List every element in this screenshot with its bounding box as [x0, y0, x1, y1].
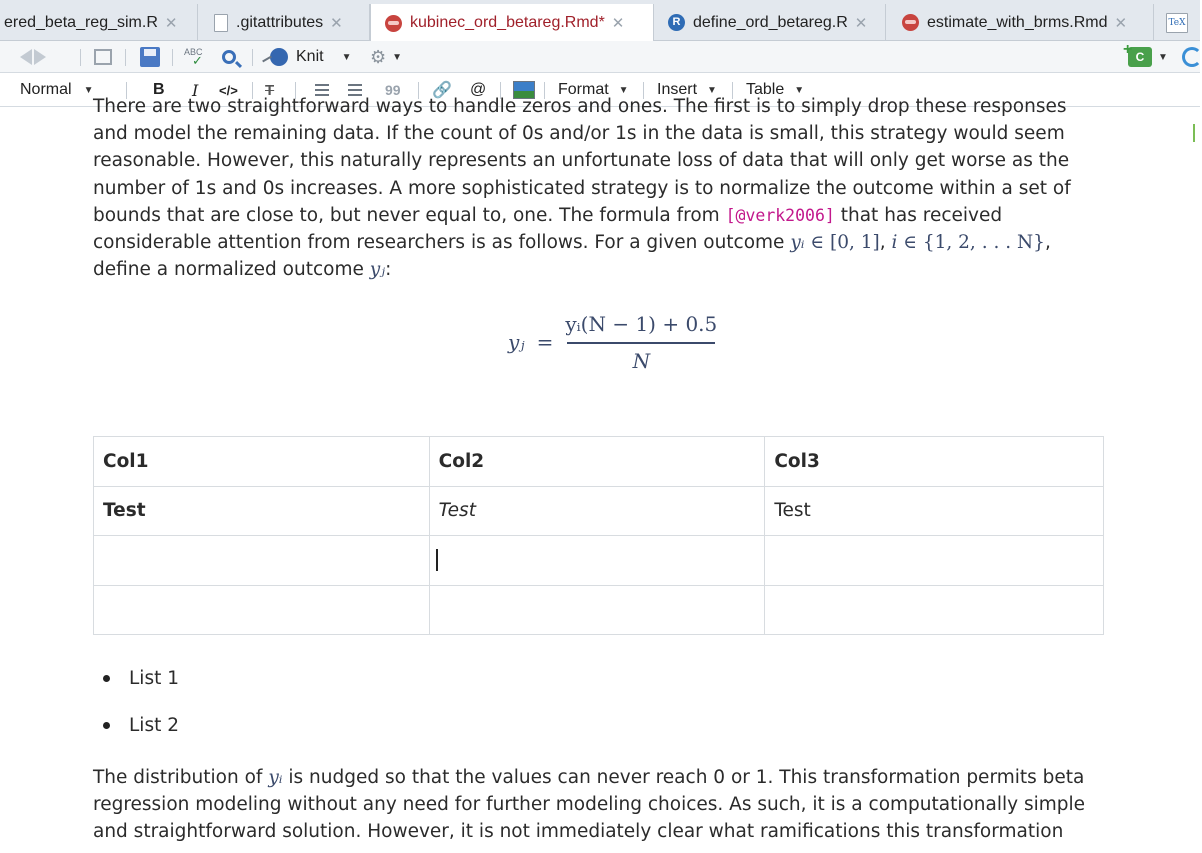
text-segment: The distribution of: [93, 767, 269, 788]
chevron-down-icon: ▼: [392, 51, 403, 63]
table-cell[interactable]: Col2: [429, 437, 765, 487]
paragraph-style-dropdown[interactable]: [20, 73, 93, 107]
close-tab-icon[interactable]: ✕: [164, 14, 178, 32]
toolbar-separator: [80, 49, 81, 66]
toolbar-separator: [252, 49, 253, 66]
rmd-file-icon: [385, 15, 402, 32]
save-button[interactable]: [140, 41, 160, 73]
editor-toolbar: [0, 41, 1200, 73]
equation-numerator: yᵢ(N − 1) + 0.5: [565, 312, 718, 336]
equation-denominator: N: [632, 348, 651, 373]
italic-label: I: [192, 80, 199, 100]
table-row: [94, 486, 1104, 536]
tab-ered-beta-reg-sim[interactable]: [0, 4, 198, 41]
chevron-down-icon: ▼: [1158, 51, 1168, 63]
text-segment: ,: [1044, 232, 1051, 254]
find-button[interactable]: [222, 41, 236, 73]
blockquote-label: 99: [385, 82, 401, 98]
equation-lhs: yⱼ: [508, 330, 525, 355]
toolbar-separator: [172, 49, 173, 66]
citation-verk2006[interactable]: [@verk2006]: [725, 205, 835, 225]
link-icon: 🔗: [432, 82, 452, 99]
text-line: [93, 256, 1103, 283]
text-cursor: [436, 549, 438, 571]
equation-equals: =: [536, 330, 554, 355]
clear-formatting-icon: T: [265, 81, 275, 99]
rmd-file-icon: [902, 14, 919, 31]
table-cell[interactable]: [94, 585, 430, 635]
paragraph-zeros-ones[interactable]: [93, 93, 1103, 283]
sync-icon: [1182, 47, 1202, 67]
insert-chunk-icon: + C: [1128, 47, 1152, 67]
list-item[interactable]: [103, 715, 179, 736]
text-segment: bounds that are close to, but never equal to, one. The formula from: [93, 204, 726, 226]
inline-math-yi[interactable]: yᵢ: [790, 232, 805, 254]
table-cell[interactable]: [429, 585, 765, 635]
text-line: [93, 764, 1103, 791]
text-line: [93, 229, 1103, 256]
insert-menu-label: Insert: [657, 81, 698, 98]
table-row: [94, 585, 1104, 635]
tab-kubinec-ord-betareg[interactable]: [370, 4, 654, 42]
text-line: regression modeling without any need for further modeling choices. As such, it is a computationally simple: [93, 794, 1086, 816]
inline-math-yi[interactable]: yᵢ: [268, 767, 283, 788]
table-cell[interactable]: [765, 585, 1104, 635]
text-line: and straightforward solution. However, it is not immediately clear what ramifications this transformation: [93, 821, 1064, 843]
close-tab-icon[interactable]: ✕: [854, 14, 868, 32]
text-line: reasonable. However, this naturally represents an unfortunate loss of data that will only get worse as the: [93, 150, 1070, 172]
format-menu-label: Format: [558, 81, 609, 98]
table-cell-active[interactable]: [429, 536, 765, 586]
inline-math-i[interactable]: i: [891, 232, 898, 254]
table-row: [94, 437, 1104, 487]
table-cell[interactable]: Test: [429, 486, 765, 536]
back-arrow-icon[interactable]: [20, 49, 32, 65]
bullet-icon: [103, 722, 110, 729]
search-icon: [222, 50, 236, 64]
tab-label: define_ord_betareg.R: [693, 13, 848, 31]
settings-button[interactable]: [370, 41, 402, 73]
check-icon: ✓: [192, 53, 203, 68]
text-file-icon: [214, 14, 228, 32]
list-item[interactable]: [103, 668, 179, 689]
table-cell[interactable]: Test: [765, 486, 1104, 536]
close-tab-icon[interactable]: ✕: [611, 15, 625, 32]
paragraph-style-label: Normal: [20, 81, 72, 98]
tex-file-icon: TeX: [1166, 13, 1188, 33]
text-segment: ,: [879, 232, 892, 254]
window-icon: [94, 49, 112, 65]
code-label: </>: [219, 82, 238, 98]
chevron-down-icon: ▼: [83, 84, 94, 96]
text-segment: define a normalized outcome: [93, 259, 370, 281]
document-table[interactable]: [93, 436, 1104, 635]
text-line: number of 1s and 0s increases. A more sophisticated strategy is to normalize the outcome within a set of: [93, 177, 1071, 199]
close-tab-icon[interactable]: ✕: [1114, 14, 1128, 32]
table-cell[interactable]: [94, 536, 430, 586]
text-segment: is nudged so that the values can never reach 0 or 1. This transformation permits beta: [282, 767, 1085, 788]
table-cell[interactable]: [765, 536, 1104, 586]
chevron-down-icon: ▼: [794, 84, 805, 96]
text-line: and model the remaining data. If the count of 0s and/or 1s in the data is small, this strategy would seem: [93, 123, 1065, 145]
list-item-label: List 1: [129, 668, 179, 689]
tab-label: estimate_with_brms.Rmd: [927, 13, 1108, 31]
text-line: There are two straightforward ways to handle zeros and ones. The first is to simply drop these responses: [93, 96, 1067, 117]
inline-math-yj[interactable]: yⱼ: [369, 259, 386, 281]
chevron-down-icon: ▼: [707, 84, 717, 96]
chevron-down-icon[interactable]: ▼: [341, 51, 352, 63]
scroll-position-marker: [1193, 124, 1195, 142]
table-cell[interactable]: Test: [94, 486, 430, 536]
sync-button[interactable]: [1182, 41, 1202, 73]
table-menu-label: Table: [746, 81, 785, 98]
paragraph-distribution[interactable]: [93, 764, 1103, 846]
r-file-icon: R: [668, 14, 685, 31]
display-equation[interactable]: [508, 312, 719, 373]
tab-label: ered_beta_reg_sim.R: [4, 13, 158, 31]
table-cell[interactable]: Col3: [765, 437, 1104, 487]
text-line: [93, 202, 1103, 229]
inline-math-index-set[interactable]: ∈ {1, 2, . . . N}: [897, 232, 1045, 254]
bullet-icon: [103, 675, 110, 682]
bold-label: B: [153, 81, 165, 98]
spellcheck-button[interactable]: [184, 41, 203, 73]
visual-editor-document[interactable]: [0, 96, 1200, 853]
text-segment: :: [385, 259, 392, 281]
tab-define-ord-betareg[interactable]: [654, 4, 886, 41]
back-forward-buttons[interactable]: [20, 41, 46, 73]
tab-gitattributes[interactable]: [198, 4, 370, 41]
equation-fraction: [563, 312, 719, 373]
insert-chunk-button[interactable]: [1128, 41, 1168, 73]
forward-arrow-icon[interactable]: [34, 49, 46, 65]
chevron-down-icon: ▼: [618, 84, 629, 96]
spellcheck-label: ABC: [184, 47, 203, 57]
gear-icon: ⚙: [370, 46, 387, 67]
tab-label: .gitattributes: [236, 13, 324, 31]
tab-tex-file[interactable]: [1154, 4, 1200, 41]
tab-estimate-with-brms[interactable]: [886, 4, 1154, 41]
editor-tab-bar: [0, 0, 1200, 41]
knit-label: Knit: [296, 48, 324, 65]
text-segment: considerable attention from researchers is as follows. For a given outcome: [93, 232, 791, 254]
table-row: [94, 536, 1104, 586]
save-icon: [140, 47, 160, 67]
text-segment: that has received: [834, 204, 1003, 226]
tab-label: kubinec_ord_betareg.Rmd*: [410, 14, 605, 31]
knit-button[interactable]: [270, 41, 351, 73]
table-cell[interactable]: Col1: [94, 437, 430, 487]
toolbar-separator: [125, 49, 126, 66]
close-tab-icon[interactable]: ✕: [330, 14, 343, 32]
inline-math-range[interactable]: ∈ [0, 1]: [804, 232, 880, 254]
show-in-window-button[interactable]: [94, 41, 112, 73]
citation-label: @: [470, 81, 487, 98]
knit-yarn-icon: [270, 48, 288, 66]
list-item-label: List 2: [129, 715, 179, 736]
